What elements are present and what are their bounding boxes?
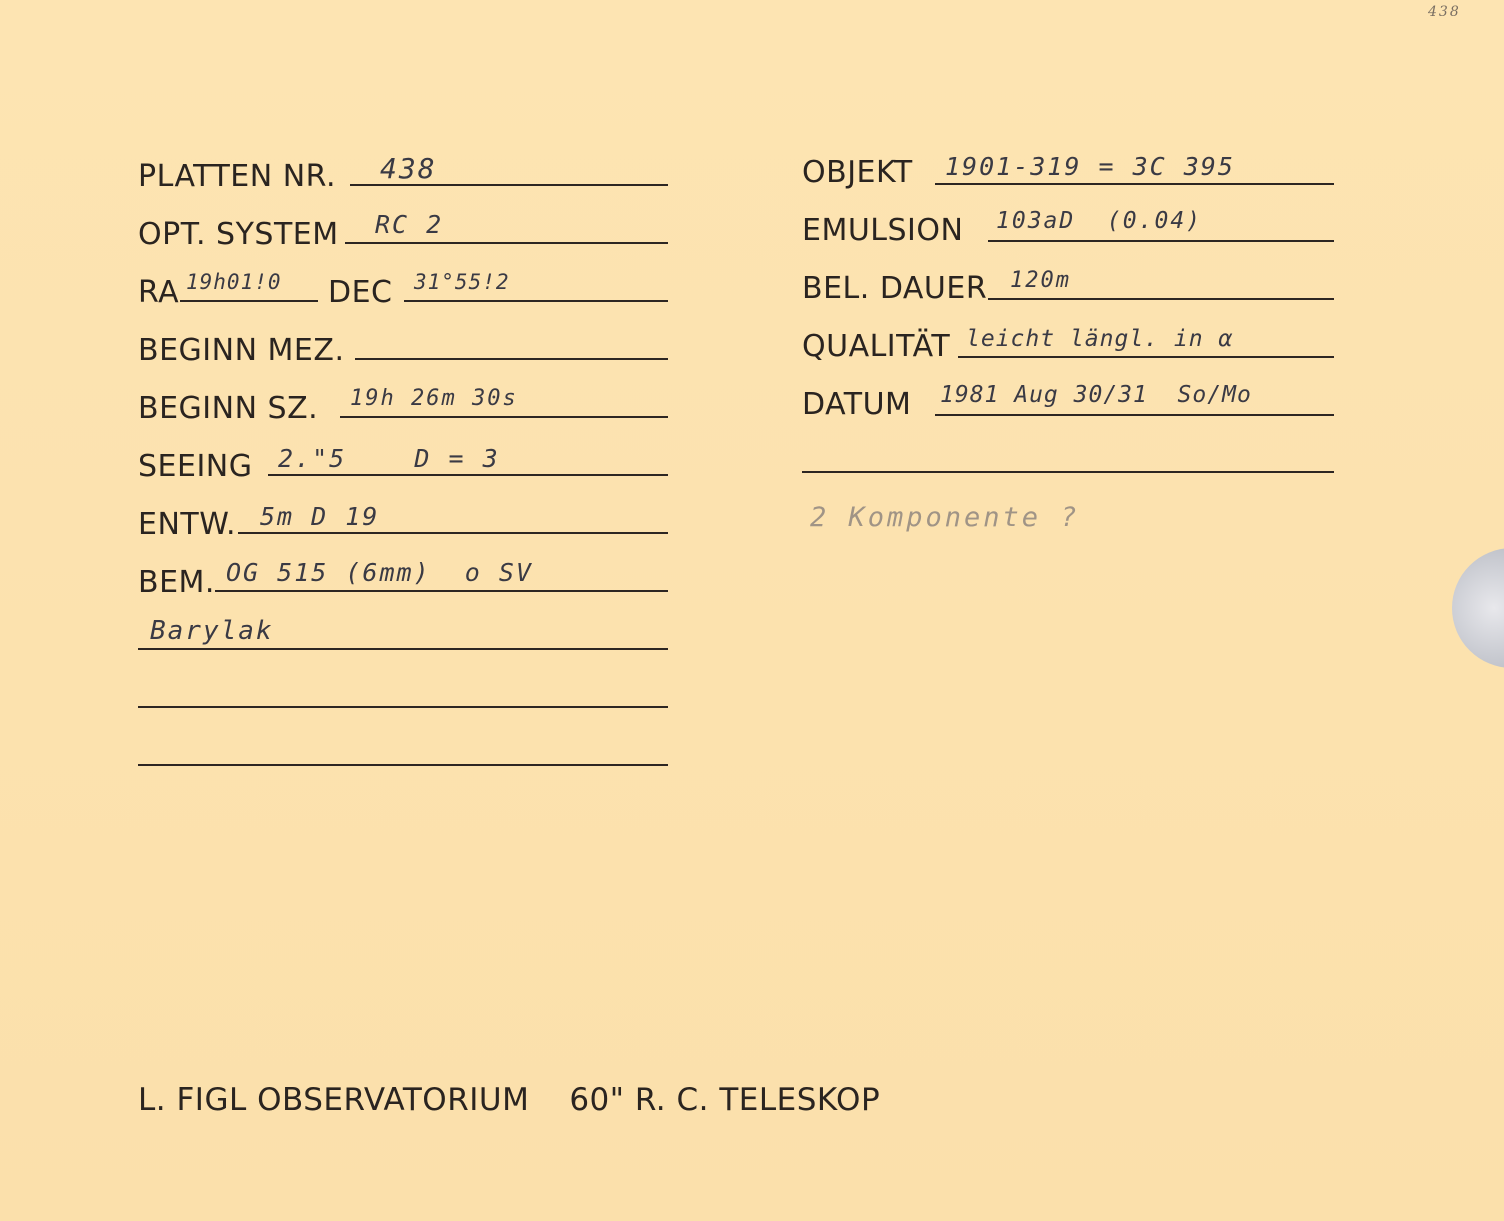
right-blank-line bbox=[802, 471, 1334, 473]
platten-nr-value: 438 bbox=[380, 152, 437, 185]
telescope-name: 60" R. C. TELESKOP bbox=[569, 1082, 881, 1118]
footer bbox=[138, 1082, 880, 1118]
emulsion-label: EMULSION bbox=[802, 213, 964, 248]
emulsion-line bbox=[988, 240, 1334, 242]
ra-line bbox=[180, 300, 318, 302]
bel-dauer-line bbox=[988, 298, 1334, 300]
entw-value: 5m D 19 bbox=[260, 502, 380, 531]
entw-label: ENTW. bbox=[138, 507, 236, 542]
platten-nr-label: PLATTEN NR. bbox=[138, 159, 336, 194]
blank-line-1 bbox=[138, 648, 668, 650]
dec-value: 31°55!2 bbox=[414, 270, 510, 294]
ra-label: RA bbox=[138, 275, 180, 310]
envelope-thumb-cutout bbox=[1452, 548, 1504, 668]
bem-line bbox=[215, 590, 668, 592]
opt-system-line bbox=[345, 242, 668, 244]
datum-label: DATUM bbox=[802, 387, 912, 422]
beginn-sz-label: BEGINN SZ. bbox=[138, 391, 319, 426]
bem-continuation-value: Barylak bbox=[150, 616, 274, 646]
seeing-line bbox=[268, 474, 668, 476]
pencil-note: 2 Komponente ? bbox=[810, 502, 1080, 533]
ra-value: 19h01!0 bbox=[186, 270, 282, 294]
blank-line-2 bbox=[138, 706, 668, 708]
qualitat-line bbox=[958, 356, 1334, 358]
entw-line bbox=[238, 532, 668, 534]
observatory-name: L. FIGL OBSERVATORIUM bbox=[138, 1082, 530, 1118]
beginn-sz-line bbox=[340, 416, 668, 418]
opt-system-value: RC 2 bbox=[375, 210, 444, 239]
objekt-value: 1901-319 = 3C 395 bbox=[945, 152, 1235, 181]
beginn-mez-label: BEGINN MEZ. bbox=[138, 333, 345, 368]
emulsion-value: 103aD (0.04) bbox=[996, 208, 1203, 234]
qualitat-value: leicht längl. in α bbox=[966, 326, 1234, 352]
objekt-line bbox=[935, 183, 1334, 185]
beginn-sz-value: 19h 26m 30s bbox=[350, 386, 518, 411]
dec-line bbox=[404, 300, 668, 302]
dec-label: DEC bbox=[328, 275, 393, 310]
bem-value: OG 515 (6mm) o SV bbox=[226, 558, 533, 587]
bel-dauer-label: BEL. DAUER bbox=[802, 271, 988, 306]
seeing-label: SEEING bbox=[138, 449, 253, 484]
seeing-value: 2."5 D = 3 bbox=[278, 444, 500, 473]
corner-plate-number: 438 bbox=[1428, 4, 1461, 20]
bem-label: BEM. bbox=[138, 565, 215, 600]
blank-line-3 bbox=[138, 764, 668, 766]
datum-value: 1981 Aug 30/31 So/Mo bbox=[940, 382, 1252, 408]
objekt-label: OBJEKT bbox=[802, 155, 913, 190]
beginn-mez-line bbox=[355, 358, 668, 360]
bel-dauer-value: 120m bbox=[1010, 268, 1071, 293]
qualitat-label: QUALITÄT bbox=[802, 329, 951, 364]
datum-line bbox=[935, 414, 1334, 416]
opt-system-label: OPT. SYSTEM bbox=[138, 217, 339, 252]
